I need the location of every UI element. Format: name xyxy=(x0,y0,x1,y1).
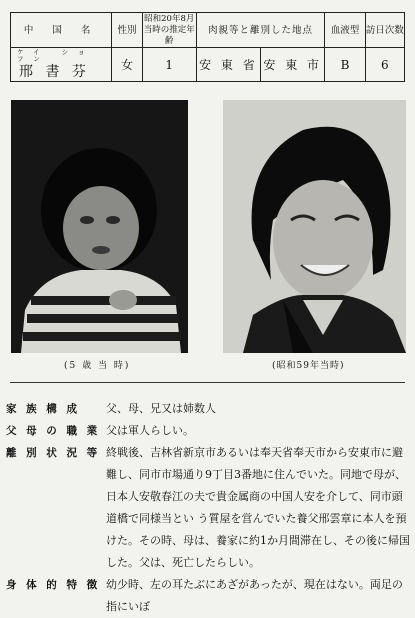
header-sex: 性別 xyxy=(112,13,143,48)
info-table xyxy=(10,12,405,82)
separation-value: 終戦後、吉林省新京市あるいは奉天省奉天市から安東市に避難し、同市市場通り9丁目3番地に住んでいた。同地で母が、日本人安敬春江の夫で貴金属商の中国人安を介して、同市頭道橋で同様当とい う質屋を営んでいた養父邢雲章に本人を預けた。その時、母は、養家に約1か月間滞在し、その後に帰国した。父は、死亡したらしい。 xyxy=(106,446,410,569)
adult-photo xyxy=(223,100,406,353)
place-prefecture: 安 東 省 xyxy=(199,58,258,72)
occupation-value: 父は軍人らしい。 xyxy=(106,424,194,437)
chinese-name: 邢 書 芬 xyxy=(19,63,90,80)
header-visits: 訪日次数 xyxy=(365,13,404,48)
section-divider xyxy=(10,382,405,383)
header-age: 昭和20年8月当時の推定年齢 xyxy=(143,13,195,46)
age-value: 1 xyxy=(142,48,196,82)
occupation-label: 父 母 の 職 業 xyxy=(6,425,101,437)
occupation-row xyxy=(4,420,412,442)
name-ruby xyxy=(11,49,111,63)
header-place: 肉親等と離別した地点 xyxy=(196,13,325,48)
body-row xyxy=(4,574,412,618)
name-cell xyxy=(11,48,112,82)
ruby-2: ショ xyxy=(61,47,95,56)
adult-photo-caption: (昭和59年当時) xyxy=(272,361,345,371)
header-name: 中 国 名 xyxy=(11,13,112,48)
visits-value: 6 xyxy=(365,48,404,82)
family-row xyxy=(4,398,412,420)
body-value: 幼少時、左の耳たぶにあざがあったが、現在はない。両足の指にいぼ xyxy=(106,578,403,613)
body-label: 身 体 的 特 徴 xyxy=(6,579,101,591)
child-photo-image xyxy=(11,100,188,353)
family-label: 家 族 構 成 xyxy=(6,403,80,415)
sex-value: 女 xyxy=(112,48,143,82)
separation-label: 離 別 状 況 等 xyxy=(6,447,101,459)
ruby-1: ケイ xyxy=(17,47,50,56)
place-city: 安 東 市 xyxy=(260,48,324,81)
header-blood: 血液型 xyxy=(325,13,365,48)
child-photo-caption: (5 歳 当 時) xyxy=(64,361,131,371)
place-cell xyxy=(196,48,325,82)
adult-photo-image xyxy=(223,100,406,353)
family-value: 父、母、兄又は姉数人 xyxy=(106,402,216,415)
details-section xyxy=(4,398,412,618)
blood-value: B xyxy=(325,48,365,82)
separation-row xyxy=(4,442,412,574)
ruby-3: フン xyxy=(17,54,50,63)
child-photo xyxy=(11,100,188,353)
